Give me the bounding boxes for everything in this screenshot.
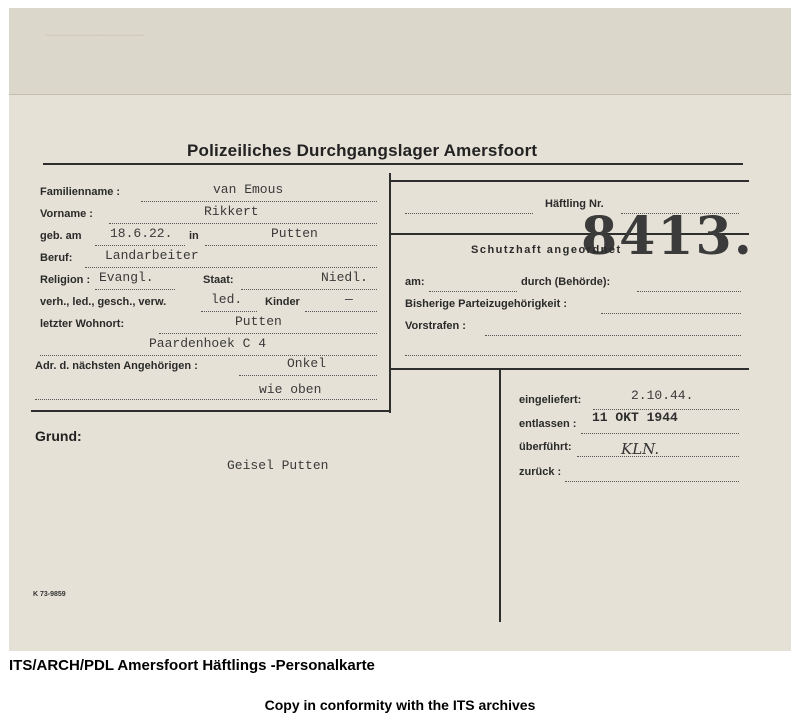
faint-bleed-text: ——————————————— — [45, 30, 145, 42]
dotted-line — [429, 290, 517, 292]
dotted-line — [485, 334, 741, 336]
dotted-line — [35, 398, 377, 400]
dotted-line — [201, 310, 257, 312]
dotted-line — [95, 288, 175, 290]
dotted-line — [205, 244, 377, 246]
frame-bottom-divider — [499, 370, 501, 622]
eingeliefert-value: 2.10.44. — [631, 388, 694, 403]
dotted-line — [109, 222, 377, 224]
beruf-value: Landarbeiter — [105, 248, 199, 263]
kinder-label: Kinder — [265, 296, 300, 308]
archive-caption: ITS/ARCH/PDL Amersfoort Häftlings -Personalkarte — [9, 657, 375, 674]
frame-left-box-bottom — [31, 410, 391, 412]
angehoerige-value-2: wie oben — [259, 382, 322, 397]
haeftling-number: 8413. — [581, 206, 754, 267]
angehoerige-label: Adr. d. nächsten Angehörigen : — [35, 360, 198, 372]
conformity-caption: Copy in conformity with the ITS archives — [264, 697, 536, 713]
dotted-line — [95, 244, 185, 246]
grund-value: Geisel Putten — [227, 458, 329, 473]
verh-label: verh., led., gesch., verw. — [40, 296, 167, 308]
dotted-line — [305, 310, 377, 312]
dotted-line — [637, 290, 741, 292]
religion-label: Religion : — [40, 274, 91, 286]
angehoerige-value: Onkel — [287, 356, 327, 371]
ueberfuehrt-value: KLN. — [621, 440, 660, 458]
staat-label: Staat: — [203, 274, 234, 286]
vorname-value: Rikkert — [204, 204, 259, 219]
form-code: K 73-9859 — [33, 591, 66, 598]
in-value: Putten — [271, 226, 318, 241]
dotted-line — [405, 354, 741, 356]
kinder-value: — — [345, 292, 353, 307]
haeftling-label: Häftling Nr. — [545, 198, 604, 210]
dotted-line — [601, 312, 741, 314]
zurueck-label: zurück : — [519, 466, 562, 478]
frame-left-box-right — [389, 173, 391, 413]
entlassen-stamp: 11 OKT 1944 — [592, 410, 678, 425]
vorname-label: Vorname : — [40, 208, 93, 220]
dotted-line — [141, 200, 377, 202]
am-label: am: — [405, 276, 425, 288]
prisoner-card — [9, 8, 791, 651]
eingeliefert-label: eingeliefert: — [519, 394, 582, 406]
ueberfuehrt-label: überführt: — [519, 441, 572, 453]
familienname-value: van Emous — [213, 182, 284, 197]
card-title: Polizeiliches Durchgangslager Amersfoort — [187, 141, 538, 160]
grund-label: Grund: — [35, 428, 82, 444]
familienname-label: Familienname : — [40, 186, 121, 198]
wohnort-value-2: Paardenhoek C 4 — [149, 336, 267, 351]
vorstrafen-label: Vorstrafen : — [405, 320, 466, 332]
dotted-line — [241, 288, 377, 290]
durch-label: durch (Behörde): — [521, 276, 611, 288]
card-top-strip — [9, 8, 791, 95]
dotted-line — [40, 354, 377, 356]
dotted-line — [239, 374, 377, 376]
beruf-label: Beruf: — [40, 252, 73, 264]
dotted-line — [159, 332, 377, 334]
staat-value: Niedl. — [321, 270, 368, 285]
dotted-line — [565, 480, 739, 482]
schutzhaft-label: Schutzhaft angeordnet — [471, 244, 622, 256]
dotted-line — [581, 432, 739, 434]
partei-label: Bisherige Parteizugehörigkeit : — [405, 298, 567, 310]
religion-value: Evangl. — [99, 270, 154, 285]
in-label: in — [189, 230, 199, 242]
dotted-line — [85, 266, 377, 268]
frame-top-line — [43, 163, 743, 165]
verh-value: led. — [211, 292, 243, 307]
dotted-line — [405, 212, 533, 214]
geb-am-label: geb. am — [40, 230, 82, 242]
frame-right-bottom — [389, 368, 749, 370]
entlassen-label: entlassen : — [519, 418, 577, 430]
wohnort-value: Putten — [235, 314, 282, 329]
frame-right-top — [389, 180, 749, 182]
geb-am-value: 18.6.22. — [110, 226, 173, 241]
wohnort-label: letzter Wohnort: — [40, 318, 125, 330]
